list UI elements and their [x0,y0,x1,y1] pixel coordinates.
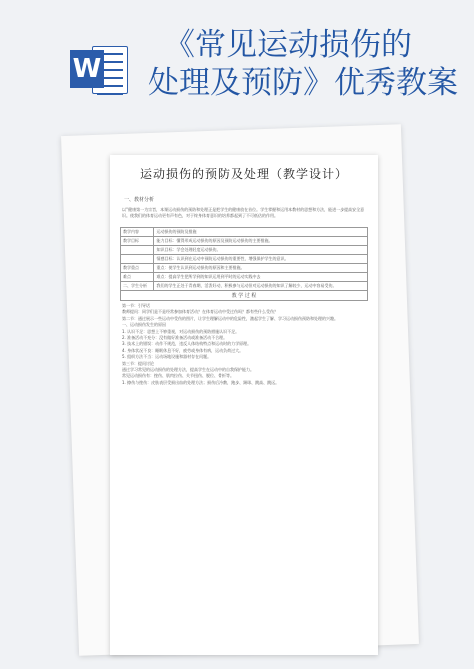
table-row [121,264,368,273]
step-line: 一、运动损伤发生的原因 [122,322,166,328]
table-cell [121,246,154,255]
table-cell: 知识目标：学会处理轻度运动损伤。 [154,246,368,255]
word-document-icon [70,40,128,98]
table-row [121,255,368,264]
table-cell: 教学目标 [121,237,154,246]
table-row [121,246,368,255]
lesson-plan-table [120,227,368,301]
table-cell: 重点：使学生认识到运动损伤的原因和主要措施。 [154,264,368,273]
step-line: 1. 擦伤与挫伤：皮肤表层受损出血的处理方法；损伤后冷敷，跑步、踢球、跳高、跳远。 [122,379,280,385]
table-cell: 能力目标：懂得形成运动损伤的原因及预防运动损伤的主要措施。 [154,237,368,246]
table-row [121,282,368,291]
banner [0,0,474,120]
step-line: 2. 准备活动不充分：没有做好准备活动或准备活动不合理。 [122,335,228,341]
table-cell: 难点 [121,273,154,282]
step-line: 第一节：引导话 [122,303,150,308]
lesson-steps [122,303,366,386]
table-cell: 难点：提高学生把所学到的知识运用到平时的运动实践中去 [154,273,368,282]
step-line: 3. 技术上的错误：动作不规范，违反人体结构特点和运动时的力学原理。 [122,341,252,347]
table-cell: 教学重点 [121,264,154,273]
process-heading: 教 学 过 程 [121,291,368,301]
table-cell: 二、学生分析 [121,282,154,291]
table-row [121,237,368,246]
table-row [121,273,368,282]
table-cell: 我们的学生正处于青春期，活泼好动，积极参与运动但对运动损伤的知识了解较少，运动中容易受伤。 [154,282,368,291]
table-cell [121,255,154,264]
banner-title-line1: 《常见运动损伤的 [164,27,412,63]
table-row [121,291,368,301]
step-line: 通过学习常见的运动损伤的处理方法，提高学生在运动中的自我保护能力。 [122,367,254,373]
step-line: 第二节：通过展示一些运动中受伤的图片，让学生理解运动中的危险性，激起学生了解、学习运动损伤预防和处理的兴趣。 [122,315,338,321]
banner-title-line2: 处理及预防》优秀教案 [148,65,458,101]
section-heading: 一、教材分析 [124,197,155,203]
intro-paragraph: 以“健康第一为宗旨，本课运动损伤的预防和处理正是把学生的健康放在首位。学生掌握和运用本教材的思想和方法，能进一步提高安全意识。使我们的体育运动更有声有色，对于终身体育意识的培养都起到了不可低估的作用。 [122,207,365,218]
step-line: 1. 认识不足：思想上不够重视，对运动损伤的预防措施认识不足。 [122,328,240,334]
step-line: 5. 组织方法不当：运动场地设施和器材存在问题。 [122,354,212,360]
step-line: 常见运动损伤有：挫伤、肌肉拉伤、关节扭伤、脱位、骨折等。 [122,373,234,379]
table-cell: 运动损伤的预防及措施 [154,228,368,237]
step-line: 第三节：提问讨论 [122,360,154,366]
table-cell: 教学内容 [121,228,154,237]
word-logo-letter: W [70,50,104,88]
step-line: 教师提问：同学们是不是经常参加体育活动？在体育运动中受过伤吗？都有些什么受伤？ [122,309,278,315]
document-page [110,155,378,655]
table-row [121,228,368,237]
step-line: 4. 身体状况不良：睡眠休息不好，疲劳或身体有病，运动负荷过大。 [122,347,244,353]
document-title: 运动损伤的预防及处理（教学设计） [139,167,348,181]
table-cell: 情感目标：认识到在运动中预防运动损伤的重要性，增强保护学生的意识。 [154,255,368,264]
banner-title [148,26,468,102]
